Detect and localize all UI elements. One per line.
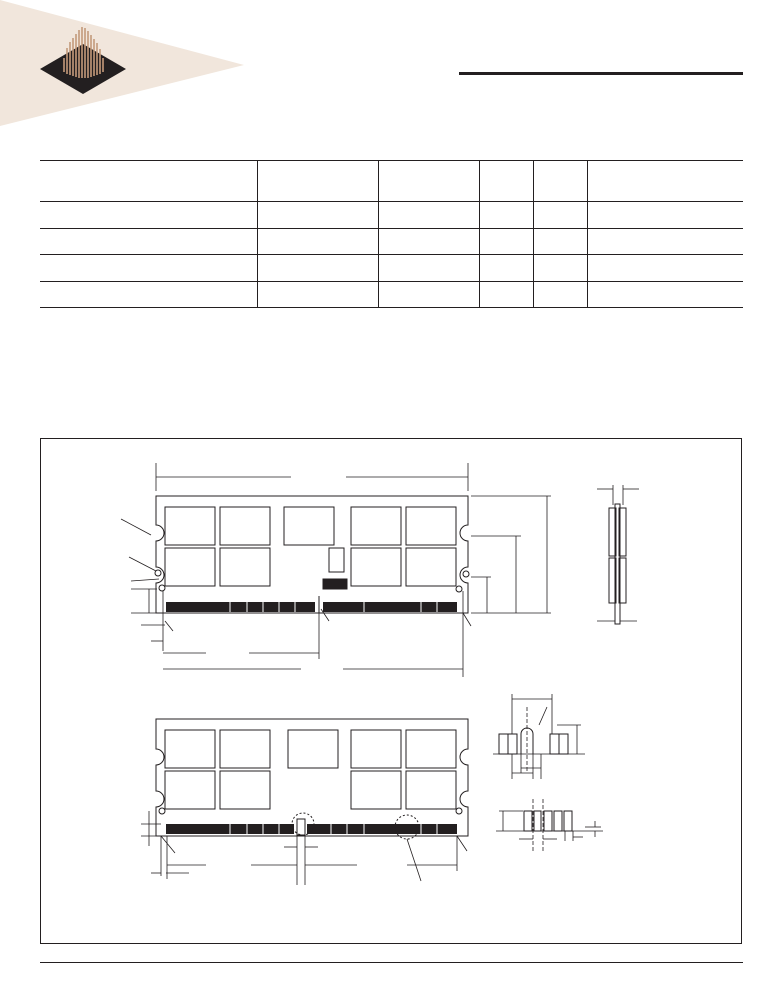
back-view [141,719,468,885]
table-cell [533,228,587,255]
company-logo [0,0,250,130]
notch-detail [493,694,585,779]
table-cell [257,202,378,229]
table-cell [479,281,533,308]
table-cell [533,202,587,229]
table-cell [378,255,479,282]
table-cell [587,255,743,282]
table-cell [533,255,587,282]
footer-rule [40,962,743,963]
table-header-cell [587,161,743,202]
table-cell [40,228,257,255]
front-view [121,463,551,677]
table-header-cell [533,161,587,202]
module-mechanical-drawing [41,439,741,943]
table-row [40,228,743,255]
front-board-outline [156,496,468,613]
table-cell [479,255,533,282]
back-memory-chips [165,730,456,809]
front-dimension-lines [121,463,551,677]
mechanical-drawing-frame [40,438,742,944]
table-cell [40,281,257,308]
header-rule [459,72,743,75]
table-header-cell [378,161,479,202]
table-cell [257,228,378,255]
table-cell [587,281,743,308]
logo-triangle-background [0,0,244,126]
table-cell [587,228,743,255]
specification-table [40,160,743,308]
front-mounting-holes [155,570,469,592]
table-cell [378,202,479,229]
back-edge-connector [166,813,457,839]
table-cell [533,281,587,308]
table-cell [587,202,743,229]
table-cell [378,281,479,308]
side-view [597,485,639,624]
table-row [40,255,743,282]
table-cell [257,255,378,282]
back-board-outline [156,719,468,836]
table-header-cell [40,161,257,202]
contact-detail [496,799,603,851]
table-cell [479,228,533,255]
table-row [40,202,743,229]
table-cell [40,255,257,282]
table-header-cell [257,161,378,202]
table-header-cell [479,161,533,202]
table-row [40,281,743,308]
table-cell [257,281,378,308]
table-header-row [40,161,743,202]
front-edge-connector [166,596,457,613]
table-cell [378,228,479,255]
front-memory-chips [165,507,456,589]
table-cell [40,202,257,229]
table-cell [479,202,533,229]
